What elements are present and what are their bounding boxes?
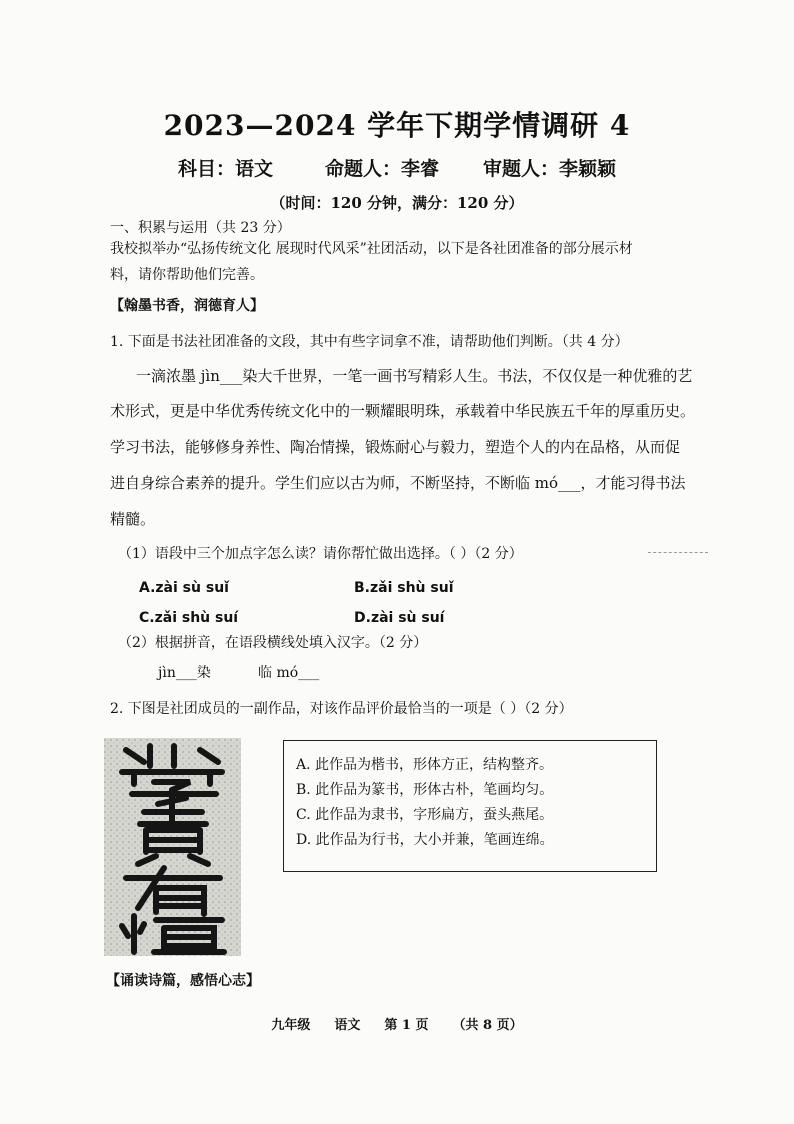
option-c: C.zǎi shù suí	[139, 610, 239, 626]
exam-meta	[0, 154, 794, 181]
question-1-prompt: 1. 下面是书法社团准备的文段，其中有些字词拿不准，请帮助他们判断。（共 4 分）	[110, 334, 629, 350]
scan-dash	[648, 552, 708, 553]
choice-c: C. 此作品为隶书，字形扁方，蚕头燕尾。	[296, 807, 554, 823]
option-a: A.zài sù suǐ	[139, 580, 229, 596]
calligraphy-artwork	[104, 738, 241, 956]
calligraphy-image	[104, 738, 241, 956]
fill-blank-2: 临 mó___	[258, 665, 320, 681]
passage-line-2: 术形式，更是中华优秀传统文化中的一颗耀眼明珠，承载着中华民族五千年的厚重历史。	[110, 402, 696, 420]
reviewer-label: 审题人：李颖颖	[483, 158, 617, 180]
subsection-heading-poetry: 【诵读诗篇，感悟心志】	[106, 973, 260, 989]
subquestion-2-prompt: （2）根据拼音，在语段横线处填入汉字。（2 分）	[118, 635, 428, 651]
subsection-heading-calligraphy: 【翰墨书香，润德育人】	[110, 298, 264, 314]
choices-box	[283, 740, 657, 872]
intro-line-2: 料，请你帮助他们完善。	[110, 267, 264, 283]
footer-total: （共 8 页）	[452, 1018, 523, 1033]
choice-a: A. 此作品为楷书，形体方正，结构整齐。	[296, 757, 554, 773]
passage-line-4: 进自身综合素养的提升。学生们应以古为师，不断坚持，不断临 mó___，才能习得书法	[110, 474, 686, 492]
time-info: （时间：120 分钟，满分：120 分）	[270, 194, 524, 212]
author-label: 命题人：李睿	[324, 158, 439, 180]
choice-d: D. 此作品为行书，大小并兼，笔画连绵。	[296, 832, 554, 848]
passage-line-3: 学习书法，能够修身养性、陶冶情操，锻炼耐心与毅力，塑造个人的内在品格，从而促	[110, 438, 681, 456]
footer-grade: 九年级	[271, 1018, 311, 1033]
question-2-prompt: 2. 下图是社团成员的一副作品，对该作品评价最恰当的一项是（ ）（2 分）	[110, 701, 573, 717]
exam-title: 2023—2024 学年下期学情调研 4	[163, 109, 631, 142]
passage-line-5: 精髓。	[110, 510, 156, 528]
footer-subject: 语文	[334, 1018, 361, 1033]
intro-line-1: 我校拟举办“弘扬传统文化 展现时代风采”社团活动，以下是各社团准备的部分展示材	[110, 241, 633, 257]
subject-label: 科目：语文	[177, 158, 273, 180]
fill-blank-1: jìn___染	[158, 665, 211, 681]
section-heading: 一、积累与运用（共 23 分）	[110, 220, 291, 236]
footer-page: 第 1 页	[384, 1018, 429, 1033]
option-b: B.zǎi shù suǐ	[354, 580, 454, 596]
passage-line-1: 一滴浓墨 jìn___染大千世界，一笔一画书写精彩人生。书法，不仅仅是一种优雅的艺	[136, 367, 693, 385]
subquestion-1-prompt: （1）语段中三个加点字怎么读？请你帮忙做出选择。（ ）（2 分）	[118, 546, 523, 562]
choice-b: B. 此作品为篆书，形体古朴，笔画均匀。	[296, 782, 554, 798]
option-d: D.zài sù suí	[354, 610, 445, 626]
page-footer	[0, 1014, 794, 1033]
